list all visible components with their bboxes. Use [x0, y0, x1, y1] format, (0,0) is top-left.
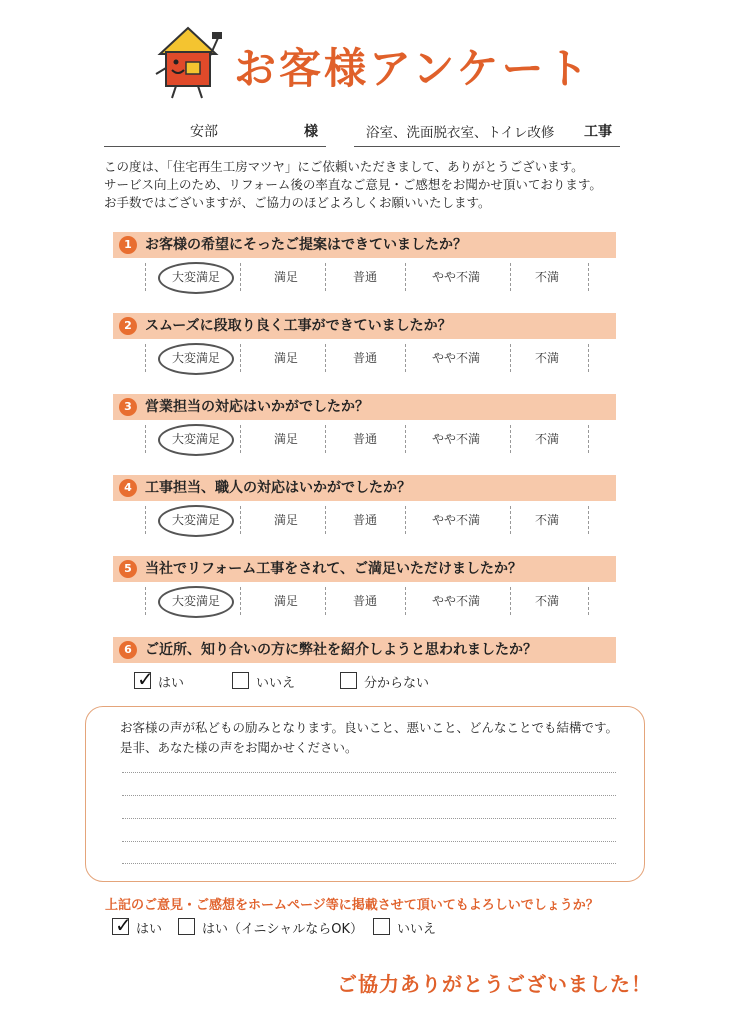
option-divider	[588, 263, 589, 291]
question-number-badge: 4	[119, 479, 137, 497]
rating-options-row	[113, 340, 616, 376]
option-divider	[588, 344, 589, 372]
rating-option[interactable]: 不満	[534, 351, 559, 365]
rating-option[interactable]: 満足	[273, 594, 298, 608]
checkbox[interactable]	[340, 672, 357, 689]
checkbox-label[interactable]: はい	[158, 676, 185, 691]
closing-message: ご協力ありがとうございました！	[337, 972, 652, 996]
rating-options-row	[113, 259, 616, 295]
question-text: ご近所、知り合いの方に弊社を紹介しようと思われましたか？	[145, 642, 537, 658]
rating-option[interactable]: やや不満	[431, 351, 480, 365]
checkbox[interactable]	[134, 667, 154, 691]
question-4-bar	[113, 475, 616, 501]
rating-option[interactable]: 大変満足	[171, 594, 220, 608]
checkbox[interactable]	[373, 918, 390, 935]
rating-option[interactable]: 普通	[352, 432, 377, 446]
rating-option[interactable]: やや不満	[431, 270, 480, 284]
rating-option[interactable]: やや不満	[431, 594, 480, 608]
checkbox[interactable]	[232, 672, 249, 689]
work-suffix: 工事	[584, 124, 612, 140]
rating-option[interactable]: 大変満足	[171, 270, 220, 284]
option-divider	[145, 506, 146, 534]
option-divider	[405, 587, 406, 615]
question-text: 当社でリフォーム工事をされて、ご満足いただけましたか？	[145, 561, 523, 577]
question-3-bar	[113, 394, 616, 420]
customer-honorific: 様	[304, 124, 318, 140]
question-1-bar	[113, 232, 616, 258]
rating-option[interactable]: 不満	[534, 432, 559, 446]
rating-option[interactable]: 満足	[273, 351, 298, 365]
option-divider	[145, 344, 146, 372]
rating-option[interactable]: 不満	[534, 513, 559, 527]
checkmark-icon: ✓	[115, 913, 132, 937]
option-divider	[240, 425, 241, 453]
comment-line[interactable]	[122, 841, 616, 842]
rating-option[interactable]: 大変満足	[171, 351, 220, 365]
question-text: 営業担当の対応はいかがでしたか？	[145, 399, 369, 415]
checkbox-label[interactable]: いいえ	[256, 676, 296, 691]
checkbox-label[interactable]: 分からない	[364, 676, 430, 691]
option-divider	[588, 506, 589, 534]
question-text: スムーズに段取り良く工事ができていましたか？	[145, 318, 452, 334]
work-line	[354, 118, 620, 147]
comment-line[interactable]	[122, 818, 616, 819]
rating-option[interactable]: 普通	[352, 594, 377, 608]
rating-option[interactable]: 普通	[352, 351, 377, 365]
option-divider	[240, 506, 241, 534]
rating-option[interactable]: 満足	[273, 270, 298, 284]
comment-line[interactable]	[122, 772, 616, 773]
question-number-badge: 1	[119, 236, 137, 254]
question-5-bar	[113, 556, 616, 582]
rating-option[interactable]: 大変満足	[171, 432, 220, 446]
question-number-badge: 6	[119, 641, 137, 659]
question-6-bar	[113, 637, 616, 663]
rating-option[interactable]: 満足	[273, 513, 298, 527]
checkbox-label[interactable]: はい	[136, 922, 163, 937]
option-divider	[240, 587, 241, 615]
rating-option[interactable]: 大変満足	[171, 513, 220, 527]
checkmark-icon: ✓	[137, 667, 154, 691]
rating-option[interactable]: 不満	[534, 270, 559, 284]
question-text: お客様の希望にそったご提案はできていましたか？	[145, 237, 467, 253]
rating-options-row	[113, 502, 616, 538]
question-number-badge: 5	[119, 560, 137, 578]
option-divider	[240, 263, 241, 291]
question-number-badge: 3	[119, 398, 137, 416]
house-mascot-icon	[152, 24, 224, 100]
option-divider	[588, 587, 589, 615]
comment-line[interactable]	[122, 863, 616, 864]
rating-option[interactable]: やや不満	[431, 513, 480, 527]
rating-option[interactable]: 普通	[352, 270, 377, 284]
rating-option[interactable]: 不満	[534, 594, 559, 608]
checkbox[interactable]	[112, 913, 132, 937]
option-divider	[588, 425, 589, 453]
question-text: 工事担当、職人の対応はいかがでしたか？	[145, 480, 411, 496]
option-divider	[145, 263, 146, 291]
question-number-badge: 2	[119, 317, 137, 335]
intro-text: この度は、「住宅再生工房マツヤ」にご依頼いただきまして、ありがとうございます。 サービス向上のため、リフォーム後の率直なご意見・ご感想をお聞かせ頂いております。 お手数ではございますが、ご協力のほどよろしくお願いいたします。	[104, 159, 602, 210]
option-divider	[145, 587, 146, 615]
checkbox-label[interactable]: はい（イニシャルならOK）	[202, 922, 363, 937]
option-divider	[405, 263, 406, 291]
option-divider	[240, 344, 241, 372]
checkbox-label[interactable]: いいえ	[397, 922, 437, 937]
consent-question: 上記のご意見・ご感想をホームページ等に掲載させて頂いてもよろしいでしょうか？	[105, 898, 599, 913]
rating-option[interactable]: やや不満	[431, 432, 480, 446]
rating-option[interactable]: 満足	[273, 432, 298, 446]
option-divider	[405, 506, 406, 534]
option-divider	[145, 425, 146, 453]
option-divider	[405, 344, 406, 372]
rating-options-row	[113, 583, 616, 619]
comment-line[interactable]	[122, 795, 616, 796]
comment-prompt: お客様の声が私どもの励みとなります。良いこと、悪いこと、どんなことでも結構です。 是非、あなた様の声をお聞かせください。	[120, 720, 619, 755]
option-divider	[405, 425, 406, 453]
rating-options-row	[113, 421, 616, 457]
work-description: 浴室、洗面脱衣室、トイレ改修	[366, 125, 555, 141]
question-2-bar	[113, 313, 616, 339]
customer-name-line	[104, 118, 326, 147]
rating-option[interactable]: 普通	[352, 513, 377, 527]
page-title: お客様アンケート	[234, 44, 592, 93]
checkbox[interactable]	[178, 918, 195, 935]
customer-name: 安部	[190, 124, 218, 140]
